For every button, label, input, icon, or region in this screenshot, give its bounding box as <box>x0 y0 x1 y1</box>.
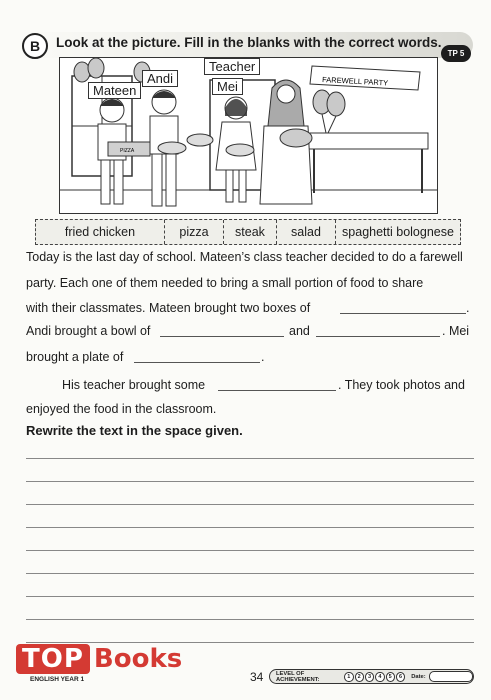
level-option[interactable]: 5 <box>386 672 395 682</box>
andi-figure <box>150 90 213 206</box>
passage-line-6a: His teacher brought some <box>62 378 206 392</box>
level-option[interactable]: 4 <box>375 672 384 682</box>
label-mateen: Mateen <box>88 82 141 99</box>
level-option[interactable]: 2 <box>355 672 364 682</box>
word-option: pizza <box>165 220 224 244</box>
writing-line[interactable] <box>26 642 474 643</box>
level-option[interactable]: 1 <box>344 672 353 682</box>
passage-line-6b: . They took photos and <box>338 378 465 392</box>
passage-line-4b: and <box>289 324 310 338</box>
mei-figure <box>216 97 256 202</box>
rewrite-heading: Rewrite the text in the space given. <box>26 423 243 438</box>
word-bank <box>35 219 461 245</box>
label-teacher: Teacher <box>204 58 260 75</box>
word-option: steak <box>224 220 277 244</box>
topbooks-logo <box>16 644 182 674</box>
word-option: spaghetti bolognese <box>342 225 454 239</box>
label-andi: Andi <box>142 70 178 87</box>
writing-line[interactable] <box>26 504 474 505</box>
passage-line-2: party. Each one of them needed to bring a small portion of food to share <box>26 276 424 290</box>
passage-line-4c: . Mei <box>442 324 470 338</box>
answer-blank-4[interactable] <box>134 361 260 363</box>
balloons-left-illustration <box>74 58 150 82</box>
party-table-illustration <box>308 133 428 193</box>
teacher-figure <box>260 80 312 204</box>
level-of-achievement-bar <box>269 669 474 684</box>
writing-line[interactable] <box>26 458 474 459</box>
writing-line[interactable] <box>26 619 474 620</box>
date-label: Date: <box>411 673 426 680</box>
writing-line[interactable] <box>26 550 474 551</box>
passage-line-1: Today is the last day of school. Mateen’s class teacher decided to do a farewell <box>26 250 463 264</box>
achievement-label: LEVEL OF ACHIEVEMENT: <box>276 670 320 683</box>
answer-blank-5[interactable] <box>218 389 336 391</box>
writing-line[interactable] <box>26 596 474 597</box>
pizza-box-text: PIZZA <box>120 148 135 154</box>
logo-books-text: Books <box>93 644 183 674</box>
tp-level-badge: TP 5 <box>441 45 471 62</box>
writing-line[interactable] <box>26 527 474 528</box>
banner-text: FAREWELL PARTY <box>321 75 389 88</box>
word-option: fried chicken <box>36 220 165 244</box>
label-mei: Mei <box>212 78 243 95</box>
level-option[interactable]: 6 <box>396 672 405 682</box>
passage-line-3: with their classmates. Mateen brought two boxes of <box>26 301 311 315</box>
answer-blank-3[interactable] <box>316 335 440 337</box>
level-option[interactable]: 3 <box>365 672 374 682</box>
party-illustration <box>59 57 438 214</box>
passage-line-4a: Andi brought a bowl of <box>26 324 151 338</box>
answer-blank-2[interactable] <box>160 335 284 337</box>
instruction-text: Look at the picture. Fill in the blanks with the correct words. <box>56 35 442 50</box>
balloons-right-illustration <box>313 90 345 133</box>
answer-blank-1[interactable] <box>340 312 466 314</box>
footer-subject: ENGLISH YEAR 1 <box>30 676 85 683</box>
passage-period: . <box>466 301 470 315</box>
word-option: salad <box>277 220 336 244</box>
date-field[interactable] <box>429 671 473 682</box>
writing-line[interactable] <box>26 573 474 574</box>
section-letter-badge: B <box>22 33 48 59</box>
pizza-box-illustration <box>108 142 150 156</box>
writing-line[interactable] <box>26 481 474 482</box>
passage-line-5a: brought a plate of <box>26 350 124 364</box>
logo-top-text: TOP <box>16 644 90 674</box>
passage-line-7: enjoyed the food in the classroom. <box>26 402 217 416</box>
page-number: 34 <box>250 670 264 684</box>
passage-line-5b: . <box>261 350 265 364</box>
